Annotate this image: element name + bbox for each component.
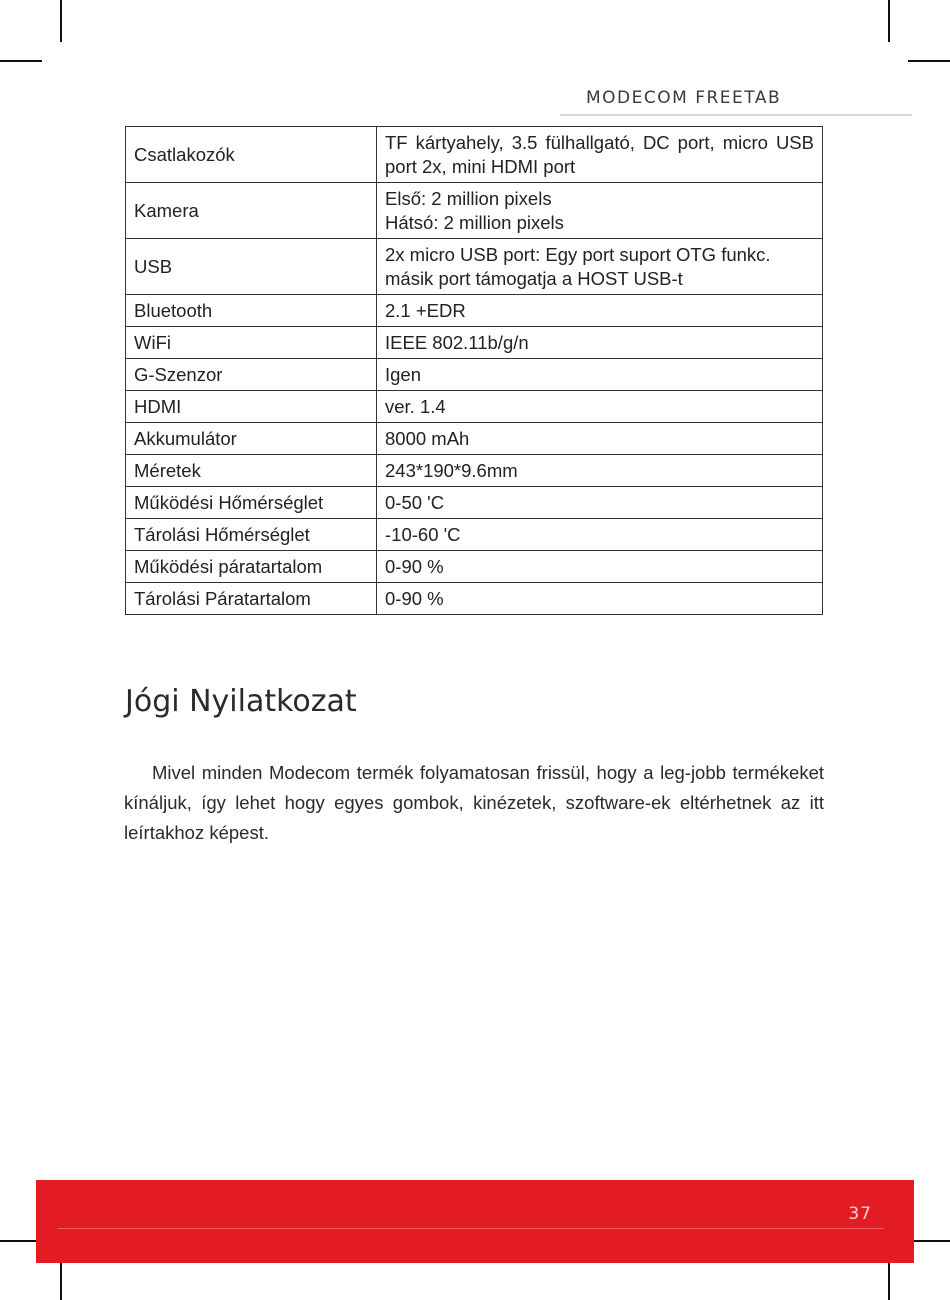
table-row [126, 551, 823, 583]
spec-table [125, 126, 823, 615]
table-row [126, 239, 823, 295]
spec-value [377, 127, 823, 183]
table-row [126, 327, 823, 359]
running-header: MODECOM FREETAB [586, 88, 782, 108]
footer-band [36, 1180, 914, 1263]
table-row [126, 455, 823, 487]
spec-value [377, 551, 823, 583]
table-row [126, 295, 823, 327]
table-row [126, 487, 823, 519]
spec-value [377, 455, 823, 487]
spec-value-line: 2x micro USB port: Egy port suport OTG funkc. [385, 244, 771, 265]
spec-value [377, 183, 823, 239]
spec-label: Kamera [126, 183, 377, 239]
spec-value-line: 243*190*9.6mm [385, 460, 518, 481]
crop-mark [908, 1240, 950, 1242]
spec-value [377, 295, 823, 327]
table-row [126, 183, 823, 239]
table-row [126, 519, 823, 551]
table-row [126, 423, 823, 455]
table-row [126, 391, 823, 423]
spec-value-line: Igen [385, 364, 422, 385]
spec-value-line: 2.1 +EDR [385, 300, 466, 321]
spec-value-line: 0-90 % [385, 588, 444, 609]
crop-mark [0, 60, 42, 62]
spec-value [377, 583, 823, 615]
spec-value-line: IEEE 802.11b/g/n [385, 332, 529, 353]
footer-rule [58, 1228, 884, 1229]
body-paragraph: Mivel minden Modecom termék folyamatosan frissül, hogy a leg-jobb termékeket kínáljuk, így lehet hogy egyes gombok, kinézetek, szoftware-ek eltérhetnek az itt leírtakhoz képest. [124, 762, 824, 843]
spec-value [377, 423, 823, 455]
spec-value [377, 239, 823, 295]
spec-value-line: TF kártyahely, 3.5 fülhallgató, DC port, micro USB port 2x, mini HDMI port [385, 132, 814, 177]
crop-mark [60, 1258, 62, 1300]
table-row [126, 583, 823, 615]
page-number: 37 [848, 1204, 872, 1224]
table-row [126, 127, 823, 183]
spec-value-line: Első: 2 million pixels [385, 188, 552, 209]
spec-value [377, 391, 823, 423]
spec-value-line: másik port támogatja a HOST USB-t [385, 268, 683, 289]
spec-value-line: Hátsó: 2 million pixels [385, 212, 564, 233]
table-row [126, 359, 823, 391]
spec-value [377, 359, 823, 391]
spec-value-line: 0-90 % [385, 556, 444, 577]
spec-label: Működési páratartalom [126, 551, 377, 583]
crop-mark [908, 60, 950, 62]
spec-label: G-Szenzor [126, 359, 377, 391]
crop-mark [888, 1258, 890, 1300]
spec-value-line: 8000 mAh [385, 428, 470, 449]
spec-value [377, 519, 823, 551]
spec-value-line: ver. 1.4 [385, 396, 446, 417]
spec-label: WiFi [126, 327, 377, 359]
spec-value [377, 327, 823, 359]
crop-mark [60, 0, 62, 42]
spec-label: Csatlakozók [126, 127, 377, 183]
spec-label: Tárolási Hőmérséglet [126, 519, 377, 551]
spec-label: Méretek [126, 455, 377, 487]
spec-label: HDMI [126, 391, 377, 423]
spec-label: Működési Hőmérséglet [126, 487, 377, 519]
spec-label: Bluetooth [126, 295, 377, 327]
spec-label: Tárolási Páratartalom [126, 583, 377, 615]
spec-label: Akkumulátor [126, 423, 377, 455]
header-rule [560, 114, 912, 116]
spec-label: USB [126, 239, 377, 295]
section-heading: Jógi Nyilatkozat [125, 684, 357, 719]
spec-value-line: 0-50 'C [385, 492, 445, 513]
spec-value [377, 487, 823, 519]
spec-value-line: -10-60 'C [385, 524, 461, 545]
crop-mark [888, 0, 890, 42]
